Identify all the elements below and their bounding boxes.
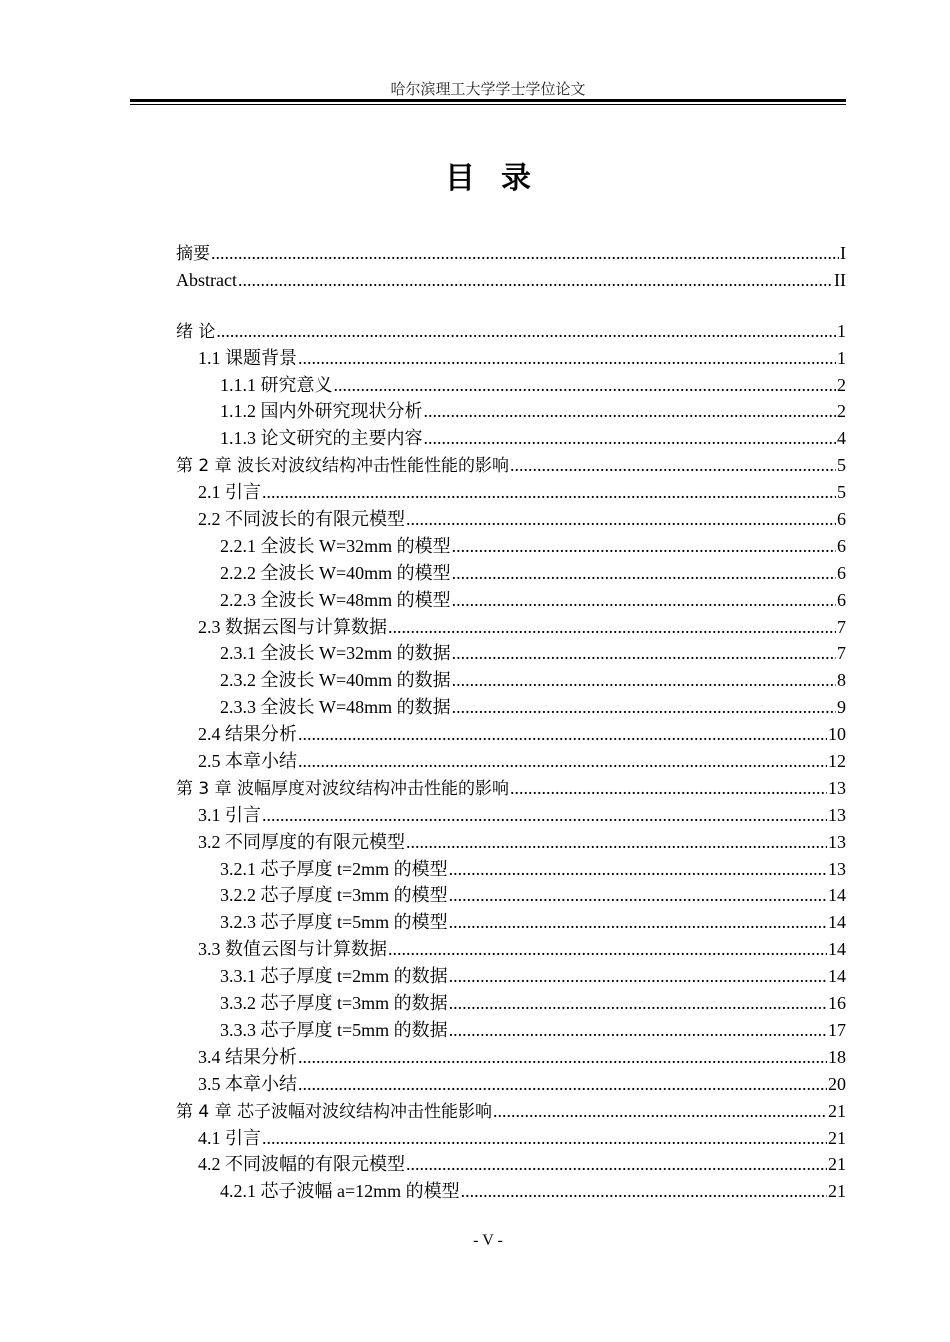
toc-dot-leader bbox=[449, 963, 827, 990]
toc-entry[interactable] bbox=[176, 587, 846, 614]
toc-dot-leader bbox=[262, 1125, 827, 1152]
toc-entry-page: 8 bbox=[837, 670, 846, 691]
toc-dot-leader bbox=[449, 990, 827, 1017]
toc-entry[interactable] bbox=[176, 1017, 846, 1044]
toc-entry-label: 3.2.1 芯子厚度 t=2mm 的模型 bbox=[220, 858, 448, 879]
toc-entry[interactable] bbox=[176, 963, 846, 990]
toc-dot-leader bbox=[298, 1044, 827, 1071]
running-header: 哈尔滨理工大学学士学位论文 bbox=[390, 82, 586, 98]
toc-entry[interactable] bbox=[176, 1098, 846, 1125]
toc-dot-leader bbox=[238, 267, 833, 294]
toc-dot-leader bbox=[216, 318, 836, 345]
toc-entry-label: 1.1.2 国内外研究现状分析 bbox=[220, 401, 423, 422]
toc-entry-label: 3.2.2 芯子厚度 t=3mm 的模型 bbox=[220, 885, 448, 906]
page-number: - V - bbox=[473, 1232, 503, 1249]
page-title: 目录 bbox=[445, 161, 557, 196]
toc-entry-page: 2 bbox=[837, 401, 846, 422]
toc-dot-leader bbox=[510, 775, 827, 802]
toc-entry-label: 2.4 结果分析 bbox=[198, 724, 297, 745]
toc-entry-label: 2.2.2 全波长 W=40mm 的模型 bbox=[220, 562, 451, 583]
toc-dot-leader bbox=[452, 560, 836, 587]
toc-entry-page: 6 bbox=[837, 562, 846, 583]
toc-dot-leader bbox=[298, 1071, 827, 1098]
toc-entry-page: 7 bbox=[837, 616, 846, 637]
toc-dot-leader bbox=[406, 829, 827, 856]
toc-dot-leader bbox=[461, 1178, 827, 1205]
toc-dot-leader bbox=[334, 372, 837, 399]
toc-entry-label: 3.5 本章小结 bbox=[198, 1073, 297, 1094]
toc-entry-label: 2.3 数据云图与计算数据 bbox=[198, 616, 387, 637]
toc-dot-leader bbox=[424, 425, 837, 452]
toc-entry-page: 13 bbox=[828, 858, 846, 879]
toc-entry-page: I bbox=[840, 243, 846, 263]
toc-entry-label: 3.3.1 芯子厚度 t=2mm 的数据 bbox=[220, 966, 448, 987]
toc-entry[interactable] bbox=[176, 694, 846, 721]
toc-entry-label: 2.2.1 全波长 W=32mm 的模型 bbox=[220, 535, 451, 556]
toc-entry-page: 4 bbox=[837, 428, 846, 449]
toc-entry[interactable] bbox=[176, 829, 846, 856]
toc-entry[interactable] bbox=[176, 506, 846, 533]
toc-entry-page: II bbox=[834, 269, 846, 290]
toc-entry[interactable] bbox=[176, 533, 846, 560]
toc-entry-label: 2.2.3 全波长 W=48mm 的模型 bbox=[220, 589, 451, 610]
toc-entry-page: 1 bbox=[837, 320, 846, 341]
toc-entry-page: 21 bbox=[828, 1127, 846, 1148]
toc-entry-page: 6 bbox=[837, 589, 846, 610]
toc-entry[interactable] bbox=[176, 425, 846, 452]
toc-entry[interactable] bbox=[176, 721, 846, 748]
toc-entry[interactable] bbox=[176, 856, 846, 883]
toc-entry-label: 3.3.2 芯子厚度 t=3mm 的数据 bbox=[220, 993, 448, 1014]
toc-entry[interactable] bbox=[176, 240, 846, 267]
toc-dot-leader bbox=[449, 882, 827, 909]
toc-entry[interactable] bbox=[176, 345, 846, 372]
toc-entry-label: 2.2 不同波长的有限元模型 bbox=[198, 509, 405, 530]
toc-entry[interactable] bbox=[176, 560, 846, 587]
toc-entry[interactable] bbox=[176, 1071, 846, 1098]
toc-entry-page: 14 bbox=[828, 912, 846, 933]
toc-entry-page: 7 bbox=[837, 643, 846, 664]
toc-entry[interactable] bbox=[176, 479, 846, 506]
toc-entry-label: 2.3.1 全波长 W=32mm 的数据 bbox=[220, 643, 451, 664]
toc-entry-page: 10 bbox=[828, 724, 846, 745]
toc-dot-leader bbox=[406, 1151, 827, 1178]
table-of-contents bbox=[176, 240, 846, 1205]
toc-dot-leader bbox=[262, 479, 836, 506]
toc-entry[interactable] bbox=[176, 667, 846, 694]
toc-dot-leader bbox=[449, 909, 827, 936]
toc-entry-label: 3.1 引言 bbox=[198, 804, 261, 825]
toc-entry-label: 4.2.1 芯子波幅 a=12mm 的模型 bbox=[220, 1181, 460, 1202]
toc-dot-leader bbox=[406, 506, 836, 533]
toc-entry-page: 6 bbox=[837, 535, 846, 556]
toc-entry[interactable] bbox=[176, 318, 846, 345]
toc-entry-label: 4.1 引言 bbox=[198, 1127, 261, 1148]
toc-entry[interactable] bbox=[176, 372, 846, 399]
toc-entry-page: 18 bbox=[828, 1046, 846, 1067]
toc-dot-leader bbox=[211, 240, 839, 267]
toc-dot-leader bbox=[424, 398, 837, 425]
toc-entry-label: 第 2 章 波长对波纹结构冲击性能性能的影响 bbox=[176, 456, 510, 477]
toc-entry-page: 5 bbox=[837, 482, 846, 503]
toc-entry-label: 摘要 bbox=[176, 244, 210, 264]
toc-entry-page: 13 bbox=[828, 804, 846, 825]
toc-entry-page: 6 bbox=[837, 509, 846, 530]
toc-entry-label: 绪 论 bbox=[176, 321, 216, 342]
toc-entry[interactable] bbox=[176, 1044, 846, 1071]
toc-dot-leader bbox=[452, 640, 836, 667]
toc-entry[interactable] bbox=[176, 640, 846, 667]
toc-entry[interactable] bbox=[176, 775, 846, 802]
toc-entry-label: 3.3 数值云图与计算数据 bbox=[198, 939, 387, 960]
toc-entry-page: 12 bbox=[828, 751, 846, 772]
toc-entry[interactable] bbox=[176, 990, 846, 1017]
toc-dot-leader bbox=[262, 802, 827, 829]
toc-entry-label: Abstract bbox=[176, 269, 237, 290]
toc-entry-page: 14 bbox=[828, 885, 846, 906]
toc-dot-leader bbox=[449, 856, 827, 883]
toc-entry-label: 3.4 结果分析 bbox=[198, 1046, 297, 1067]
toc-dot-leader bbox=[452, 533, 836, 560]
toc-entry-page: 13 bbox=[828, 777, 846, 798]
toc-entry-label: 第 3 章 波幅厚度对波纹结构冲击性能的影响 bbox=[176, 778, 510, 799]
toc-entry[interactable] bbox=[176, 748, 846, 775]
toc-entry-label: 1.1.3 论文研究的主要内容 bbox=[220, 428, 423, 449]
toc-entry-page: 20 bbox=[828, 1073, 846, 1094]
toc-entry-label: 2.1 引言 bbox=[198, 482, 261, 503]
toc-dot-leader bbox=[452, 587, 836, 614]
toc-entry[interactable] bbox=[176, 614, 846, 641]
toc-entry-page: 1 bbox=[837, 347, 846, 368]
toc-entry[interactable] bbox=[176, 802, 846, 829]
toc-entry-label: 2.5 本章小结 bbox=[198, 751, 297, 772]
toc-spacer bbox=[176, 294, 846, 318]
header-rule-thick bbox=[130, 99, 846, 102]
toc-entry-page: 9 bbox=[837, 697, 846, 718]
toc-entry-label: 1.1.1 研究意义 bbox=[220, 374, 333, 395]
toc-entry-label: 3.3.3 芯子厚度 t=5mm 的数据 bbox=[220, 1019, 448, 1040]
toc-entry-label: 3.2 不同厚度的有限元模型 bbox=[198, 831, 405, 852]
toc-entry-page: 16 bbox=[828, 993, 846, 1014]
toc-entry[interactable] bbox=[176, 882, 846, 909]
toc-entry[interactable] bbox=[176, 909, 846, 936]
header-rule-thin bbox=[130, 104, 846, 105]
toc-dot-leader bbox=[452, 667, 836, 694]
toc-dot-leader bbox=[449, 1017, 827, 1044]
toc-dot-leader bbox=[298, 345, 836, 372]
toc-dot-leader bbox=[298, 721, 827, 748]
toc-entry-label: 3.2.3 芯子厚度 t=5mm 的模型 bbox=[220, 912, 448, 933]
toc-entry-page: 21 bbox=[828, 1100, 846, 1121]
toc-entry-label: 1.1 课题背景 bbox=[198, 347, 297, 368]
toc-entry[interactable] bbox=[176, 1151, 846, 1178]
toc-entry-page: 13 bbox=[828, 831, 846, 852]
toc-entry-page: 5 bbox=[837, 455, 846, 476]
toc-entry-page: 21 bbox=[828, 1181, 846, 1202]
toc-dot-leader bbox=[388, 936, 827, 963]
toc-entry[interactable] bbox=[176, 398, 846, 425]
toc-entry-page: 17 bbox=[828, 1019, 846, 1040]
toc-entry-label: 2.3.3 全波长 W=48mm 的数据 bbox=[220, 697, 451, 718]
toc-entry-page: 14 bbox=[828, 939, 846, 960]
toc-dot-leader bbox=[298, 748, 827, 775]
toc-entry[interactable] bbox=[176, 267, 846, 294]
toc-entry[interactable] bbox=[176, 1178, 846, 1205]
toc-entry[interactable] bbox=[176, 936, 846, 963]
toc-dot-leader bbox=[510, 452, 836, 479]
toc-dot-leader bbox=[388, 614, 836, 641]
toc-entry-label: 4.2 不同波幅的有限元模型 bbox=[198, 1154, 405, 1175]
toc-entry[interactable] bbox=[176, 1125, 846, 1152]
toc-entry-label: 第 4 章 芯子波幅对波纹结构冲击性能影响 bbox=[176, 1101, 493, 1122]
toc-entry-page: 2 bbox=[837, 374, 846, 395]
toc-dot-leader bbox=[493, 1098, 827, 1125]
toc-entry-page: 14 bbox=[828, 966, 846, 987]
toc-entry-page: 21 bbox=[828, 1154, 846, 1175]
toc-dot-leader bbox=[452, 694, 836, 721]
toc-entry-label: 2.3.2 全波长 W=40mm 的数据 bbox=[220, 670, 451, 691]
toc-entry[interactable] bbox=[176, 452, 846, 479]
